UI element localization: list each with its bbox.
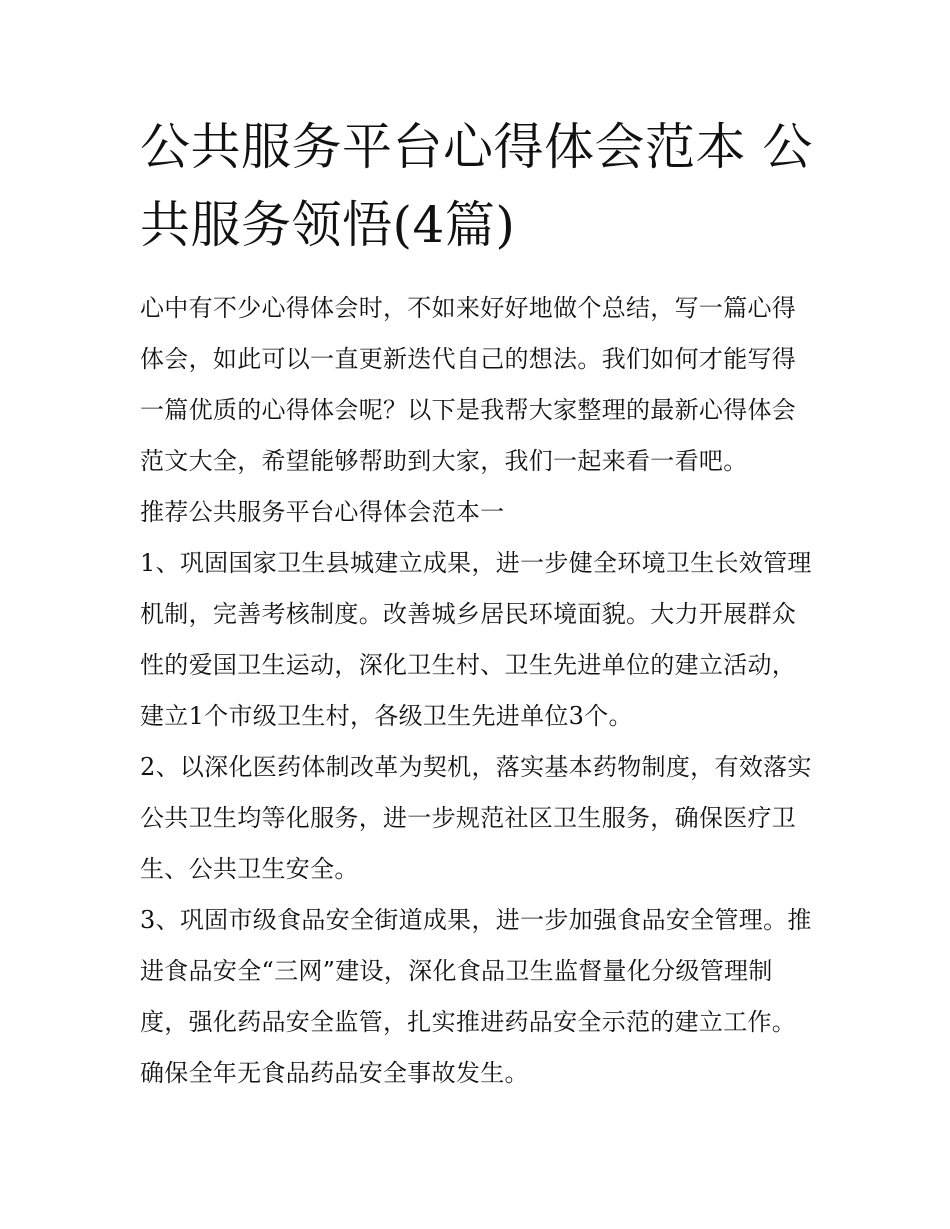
list-item-1: 1、巩固国家卫生县城建立成果，进一步健全环境卫生长效管理机制，完善考核制度。改善城乡居民环境面貌。大力开展群众性的爱国卫生运动，深化卫生村、卫生先进单位的建立活动，建立1个市级卫生村，各级卫生先进单位3个。 [140, 549, 812, 730]
list-item-2: 2、以深化医药体制改革为契机，落实基本药物制度，有效落实公共卫生均等化服务，进一步规范社区卫生服务，确保医疗卫生、公共卫生安全。 [140, 753, 812, 883]
intro-paragraph: 心中有不少心得体会时，不如来好好地做个总结，写一篇心得体会，如此可以一直更新迭代自己的想法。我们如何才能写得一篇优质的心得体会呢？以下是我帮大家整理的最新心得体会范文大全，希望能够帮助到大家，我们一起来看一看吧。 [140, 294, 797, 475]
list-item-3: 3、巩固市级食品安全街道成果，进一步加强食品安全管理。推进食品安全“三网”建设，深化食品卫生监督量化分级管理制度，强化药品安全监管，扎实推进药品安全示范的建立工作。确保全年无食品药品安全事故发生。 [140, 906, 812, 1087]
section-heading: 推荐公共服务平台心得体会范本一 [140, 498, 505, 526]
document-title: 公共服务平台心得体会范本 公共服务领悟(4篇) [140, 118, 813, 254]
document-page [140, 108, 816, 1099]
